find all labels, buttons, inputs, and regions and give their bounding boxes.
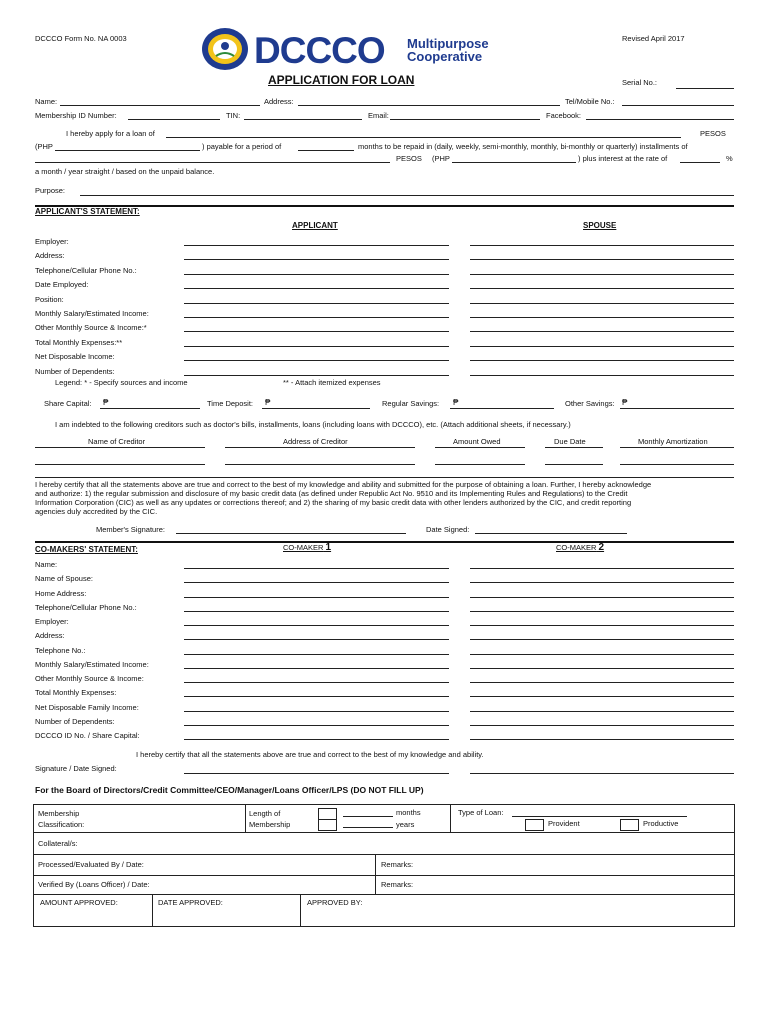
- processed-by-label: Processed/Evaluated By / Date:: [38, 860, 144, 869]
- installment-amount-field[interactable]: [452, 162, 576, 163]
- office-row-divider: [33, 832, 735, 833]
- php-label: (PHP: [35, 142, 53, 151]
- comaker-number: 2: [598, 542, 605, 553]
- years-label: years: [396, 820, 415, 829]
- comakers-heading: CO-MAKERS' STATEMENT:: [35, 545, 138, 554]
- interest-basis-text: a month / year straight / based on the unpaid balance.: [35, 167, 215, 176]
- row-label: Address:: [35, 631, 65, 641]
- date-signed-label: Date Signed:: [426, 525, 470, 534]
- name-label: Name:: [35, 97, 58, 106]
- creditors-intro: I am indebted to the following creditors such as doctor's bills, installments, loans (including loans with DCCCO), etc. (Attach additional sheets, if necessary.): [55, 420, 571, 429]
- left-column-field[interactable]: [184, 611, 449, 612]
- installment-words-field[interactable]: [35, 162, 390, 163]
- name-field[interactable]: [60, 105, 260, 106]
- row-label: Date Employed:: [35, 280, 89, 290]
- left-column-field[interactable]: [184, 597, 449, 598]
- left-column-field[interactable]: [184, 625, 449, 626]
- repayment-text: months to be repaid in (daily, weekly, semi-monthly, monthly, bi-monthly or quarterly) installments of: [358, 142, 688, 151]
- left-column-field[interactable]: [184, 639, 449, 640]
- provident-checkbox[interactable]: [525, 819, 544, 831]
- row-label: Monthly Salary/Estimated Income:: [35, 659, 149, 669]
- member-signature-field[interactable]: [176, 533, 406, 534]
- office-row-divider: [33, 894, 735, 895]
- years-checkbox[interactable]: [318, 819, 337, 831]
- row-label: Telephone No.:: [35, 645, 86, 655]
- office-use-heading: For the Board of Directors/Credit Committee/CEO/Manager/Loans Officer/LPS (DO NOT FILL UP): [35, 785, 424, 795]
- serial-label: Serial No.:: [622, 78, 658, 87]
- right-column-field[interactable]: [470, 739, 734, 740]
- right-column-field[interactable]: [470, 625, 734, 626]
- comakers-signature-label: Signature / Date Signed:: [35, 764, 117, 773]
- right-column-field[interactable]: [470, 259, 734, 260]
- row-label: Total Monthly Expenses:**: [35, 337, 123, 347]
- right-column-field[interactable]: [470, 360, 734, 361]
- productive-label: Productive: [643, 819, 679, 828]
- pesos-label: PESOS: [700, 129, 726, 138]
- left-column-field[interactable]: [184, 711, 449, 712]
- payable-text: ) payable for a period of: [202, 142, 282, 151]
- remarks-label: Remarks:: [381, 860, 414, 869]
- amount-approved-label: AMOUNT APPROVED:: [40, 898, 118, 907]
- office-col-divider: [152, 895, 153, 926]
- years-field[interactable]: [343, 827, 393, 828]
- row-label: Name of Spouse:: [35, 574, 93, 584]
- email-field[interactable]: [390, 119, 540, 120]
- amount-owed-field[interactable]: [435, 464, 525, 465]
- right-column-field[interactable]: [470, 303, 734, 304]
- creditor-name-field[interactable]: [35, 464, 205, 465]
- row-label: Position:: [35, 294, 64, 304]
- creditor-address-header: Address of Creditor: [283, 437, 348, 446]
- row-label: Monthly Salary/Estimated Income:: [35, 309, 149, 318]
- months-label: months: [396, 808, 421, 817]
- row-label: Other Monthly Source & Income:: [35, 674, 144, 683]
- interest-rate-field[interactable]: [680, 162, 720, 163]
- verified-by-label: Verified By (Loans Officer) / Date:: [38, 880, 150, 889]
- right-column-field[interactable]: [470, 375, 734, 376]
- creditor-header-underline: [435, 447, 525, 448]
- membership-label-2: Membership: [249, 820, 291, 829]
- time-deposit-field[interactable]: [262, 408, 370, 409]
- months-field[interactable]: [343, 816, 393, 817]
- brand-line-2: Cooperative: [407, 49, 483, 64]
- right-column-field[interactable]: [470, 696, 734, 697]
- right-column-field[interactable]: [470, 611, 734, 612]
- peso-sign: ₱: [265, 398, 271, 407]
- applicant-heading: APPLICANT'S STATEMENT:: [35, 207, 140, 216]
- regular-savings-label: Regular Savings:: [382, 399, 440, 408]
- left-column-field[interactable]: [184, 582, 449, 583]
- comaker-1-title: [283, 543, 331, 553]
- length-label: Length of: [249, 809, 281, 818]
- left-column-field[interactable]: [184, 331, 449, 332]
- tel-label: Tel/Mobile No.:: [565, 97, 615, 106]
- legend-1: Legend: * - Specify sources and income: [55, 378, 188, 387]
- comaker-title-text: CO-MAKER: [556, 543, 597, 552]
- right-column-field[interactable]: [470, 274, 734, 275]
- member-signature-label: Member's Signature:: [96, 525, 165, 534]
- right-column-field[interactable]: [470, 639, 734, 640]
- row-label: Total Monthly Expenses:: [35, 688, 117, 698]
- section-divider: [35, 477, 734, 478]
- certification-line-2: and authorize: 1) the regular submission and disclosure of my basic credit data (as defined under Republic Act No. 9510 and its Implementing Rules and Regulations) to the Credit: [35, 489, 628, 498]
- comaker-title-text: CO-MAKER: [283, 543, 324, 552]
- certification-line-1: I hereby certify that all the statements above are true and correct to the best of my knowledge and ability and submitted for the purpose of obtaining a loan. Further, I hereby acknowledge: [35, 480, 652, 489]
- left-column-field[interactable]: [184, 303, 449, 304]
- loan-amount-words-field[interactable]: [166, 137, 681, 138]
- left-column-field[interactable]: [184, 668, 449, 669]
- approved-by-label: APPROVED BY:: [307, 898, 363, 907]
- row-label: Net Disposable Family Income:: [35, 702, 139, 712]
- creditor-header-underline: [620, 447, 734, 448]
- form-number: DCCCO Form No. NA 0003: [35, 34, 127, 43]
- address-field[interactable]: [298, 105, 560, 106]
- left-column-field[interactable]: [184, 682, 449, 683]
- creditor-header-underline: [35, 447, 205, 448]
- address-label: Address:: [264, 97, 294, 106]
- legend-2: ** - Attach itemized expenses: [283, 378, 381, 387]
- time-deposit-label: Time Deposit:: [207, 399, 253, 408]
- left-column-field[interactable]: [184, 274, 449, 275]
- regular-savings-field[interactable]: [450, 408, 554, 409]
- email-label: Email:: [368, 111, 389, 120]
- right-column-field[interactable]: [470, 331, 734, 332]
- left-column-field[interactable]: [184, 346, 449, 347]
- comaker-2-signature-field[interactable]: [470, 773, 734, 774]
- row-label: Name:: [35, 560, 58, 569]
- row-label: Number of Dependents:: [35, 366, 115, 376]
- creditor-name-header: Name of Creditor: [88, 437, 146, 446]
- tel-field[interactable]: [622, 105, 734, 106]
- comaker-1-signature-field[interactable]: [184, 773, 449, 774]
- left-column-field[interactable]: [184, 245, 449, 246]
- brand-line-1: Multipurpose: [407, 36, 489, 51]
- comaker-number: 1: [325, 542, 332, 553]
- due-date-header: Due Date: [554, 437, 586, 446]
- row-label: Telephone/Cellular Phone No.:: [35, 602, 137, 612]
- serial-field[interactable]: [676, 88, 734, 89]
- right-column-field[interactable]: [470, 725, 734, 726]
- monthly-amortization-header: Monthly Amortization: [638, 437, 708, 446]
- classification-label: Classification:: [38, 820, 85, 829]
- right-column-field[interactable]: [470, 682, 734, 683]
- left-column-field[interactable]: [184, 317, 449, 318]
- left-column-field[interactable]: [184, 375, 449, 376]
- certification-line-3: Information Corporation (CIC) as well as any updates or corrections thereof; and 2) the sharing of my basic credit data with other lenders authorized by the CIC, and credit reporting: [35, 498, 632, 507]
- productive-checkbox[interactable]: [620, 819, 639, 831]
- right-column-field[interactable]: [470, 288, 734, 289]
- amount-owed-header: Amount Owed: [453, 437, 501, 446]
- creditor-address-field[interactable]: [225, 464, 415, 465]
- row-label: Employer:: [35, 617, 69, 626]
- peso-sign: ₱: [622, 398, 628, 407]
- row-label: Number of Dependents:: [35, 716, 115, 726]
- right-column-field[interactable]: [470, 317, 734, 318]
- creditor-header-underline: [225, 447, 415, 448]
- right-column-field[interactable]: [470, 654, 734, 655]
- pesos-label-2: PESOS: [396, 154, 422, 163]
- interest-text: ) plus interest at the rate of: [578, 154, 668, 163]
- purpose-field[interactable]: [80, 195, 734, 196]
- right-column-field[interactable]: [470, 568, 734, 569]
- loan-type-field[interactable]: [512, 816, 687, 817]
- member-id-label: Membership ID Number:: [35, 111, 117, 120]
- right-column-field[interactable]: [470, 711, 734, 712]
- left-column-field[interactable]: [184, 725, 449, 726]
- left-column-field[interactable]: [184, 568, 449, 569]
- right-column-field[interactable]: [470, 346, 734, 347]
- office-row-divider: [33, 875, 735, 876]
- facebook-label: Facebook:: [546, 111, 582, 120]
- right-column-field[interactable]: [470, 245, 734, 246]
- tin-field[interactable]: [244, 119, 362, 120]
- office-col-divider: [245, 805, 246, 832]
- period-field[interactable]: [298, 150, 354, 151]
- form-title: APPLICATION FOR LOAN: [268, 73, 415, 87]
- right-column-field[interactable]: [470, 597, 734, 598]
- row-label: Home Address:: [35, 588, 87, 598]
- left-column-field[interactable]: [184, 654, 449, 655]
- row-label: Employer:: [35, 237, 69, 246]
- date-approved-label: DATE APPROVED:: [158, 898, 223, 907]
- section-divider: [35, 205, 734, 207]
- loan-type-label: Type of Loan:: [458, 808, 504, 817]
- comaker-2-title: [556, 543, 604, 553]
- creditor-header-underline: [545, 447, 603, 448]
- left-column-field[interactable]: [184, 259, 449, 260]
- tin-label: TIN:: [226, 111, 241, 120]
- comakers-certification: I hereby certify that all the statements above are true and correct to the best of my knowledge and ability.: [136, 750, 484, 759]
- left-column-field[interactable]: [184, 360, 449, 361]
- cooperative-logo: [200, 26, 250, 72]
- percent-sign: %: [726, 154, 733, 163]
- facebook-field[interactable]: [586, 119, 734, 120]
- office-row-divider: [33, 854, 735, 855]
- share-capital-label: Share Capital:: [44, 399, 92, 408]
- certification-line-4: agencies duly accredited by the CIC.: [35, 507, 158, 516]
- share-capital-field[interactable]: [100, 408, 200, 409]
- loan-amount-field[interactable]: [55, 150, 200, 151]
- office-col-divider: [450, 805, 451, 832]
- row-label: Other Monthly Source & Income:*: [35, 323, 147, 333]
- purpose-label: Purpose:: [35, 186, 66, 195]
- loan-apply-text: I hereby apply for a loan of: [66, 129, 155, 138]
- row-label: Address:: [35, 251, 65, 261]
- revision-date: Revised April 2017: [622, 34, 685, 43]
- due-date-field[interactable]: [545, 464, 603, 465]
- row-label: DCCCO ID No. / Share Capital:: [35, 731, 140, 740]
- row-label: Telephone/Cellular Phone No.:: [35, 265, 137, 275]
- spouse-column-title: SPOUSE: [583, 221, 617, 230]
- section-divider: [35, 541, 734, 543]
- collateral-label: Collateral/s:: [38, 839, 78, 848]
- left-column-field[interactable]: [184, 288, 449, 289]
- applicant-column-title: APPLICANT: [292, 221, 338, 230]
- right-column-field[interactable]: [470, 668, 734, 669]
- membership-label: Membership: [38, 809, 80, 818]
- left-column-field[interactable]: [184, 696, 449, 697]
- other-savings-field[interactable]: [620, 408, 734, 409]
- peso-sign: ₱: [453, 398, 459, 407]
- date-signed-field[interactable]: [475, 533, 627, 534]
- other-savings-label: Other Savings:: [565, 399, 615, 408]
- provident-label: Provident: [548, 819, 580, 828]
- row-label: Net Disposable Income:: [35, 352, 115, 362]
- remarks-label-2: Remarks:: [381, 880, 414, 889]
- php-label-2: (PHP: [432, 154, 450, 163]
- office-col-divider: [375, 855, 376, 895]
- right-column-field[interactable]: [470, 582, 734, 583]
- member-id-field[interactable]: [128, 119, 220, 120]
- peso-sign: ₱: [103, 398, 109, 407]
- monthly-amortization-field[interactable]: [620, 464, 734, 465]
- office-col-divider: [300, 895, 301, 926]
- left-column-field[interactable]: [184, 739, 449, 740]
- brand-name: DCCCO: [254, 30, 385, 71]
